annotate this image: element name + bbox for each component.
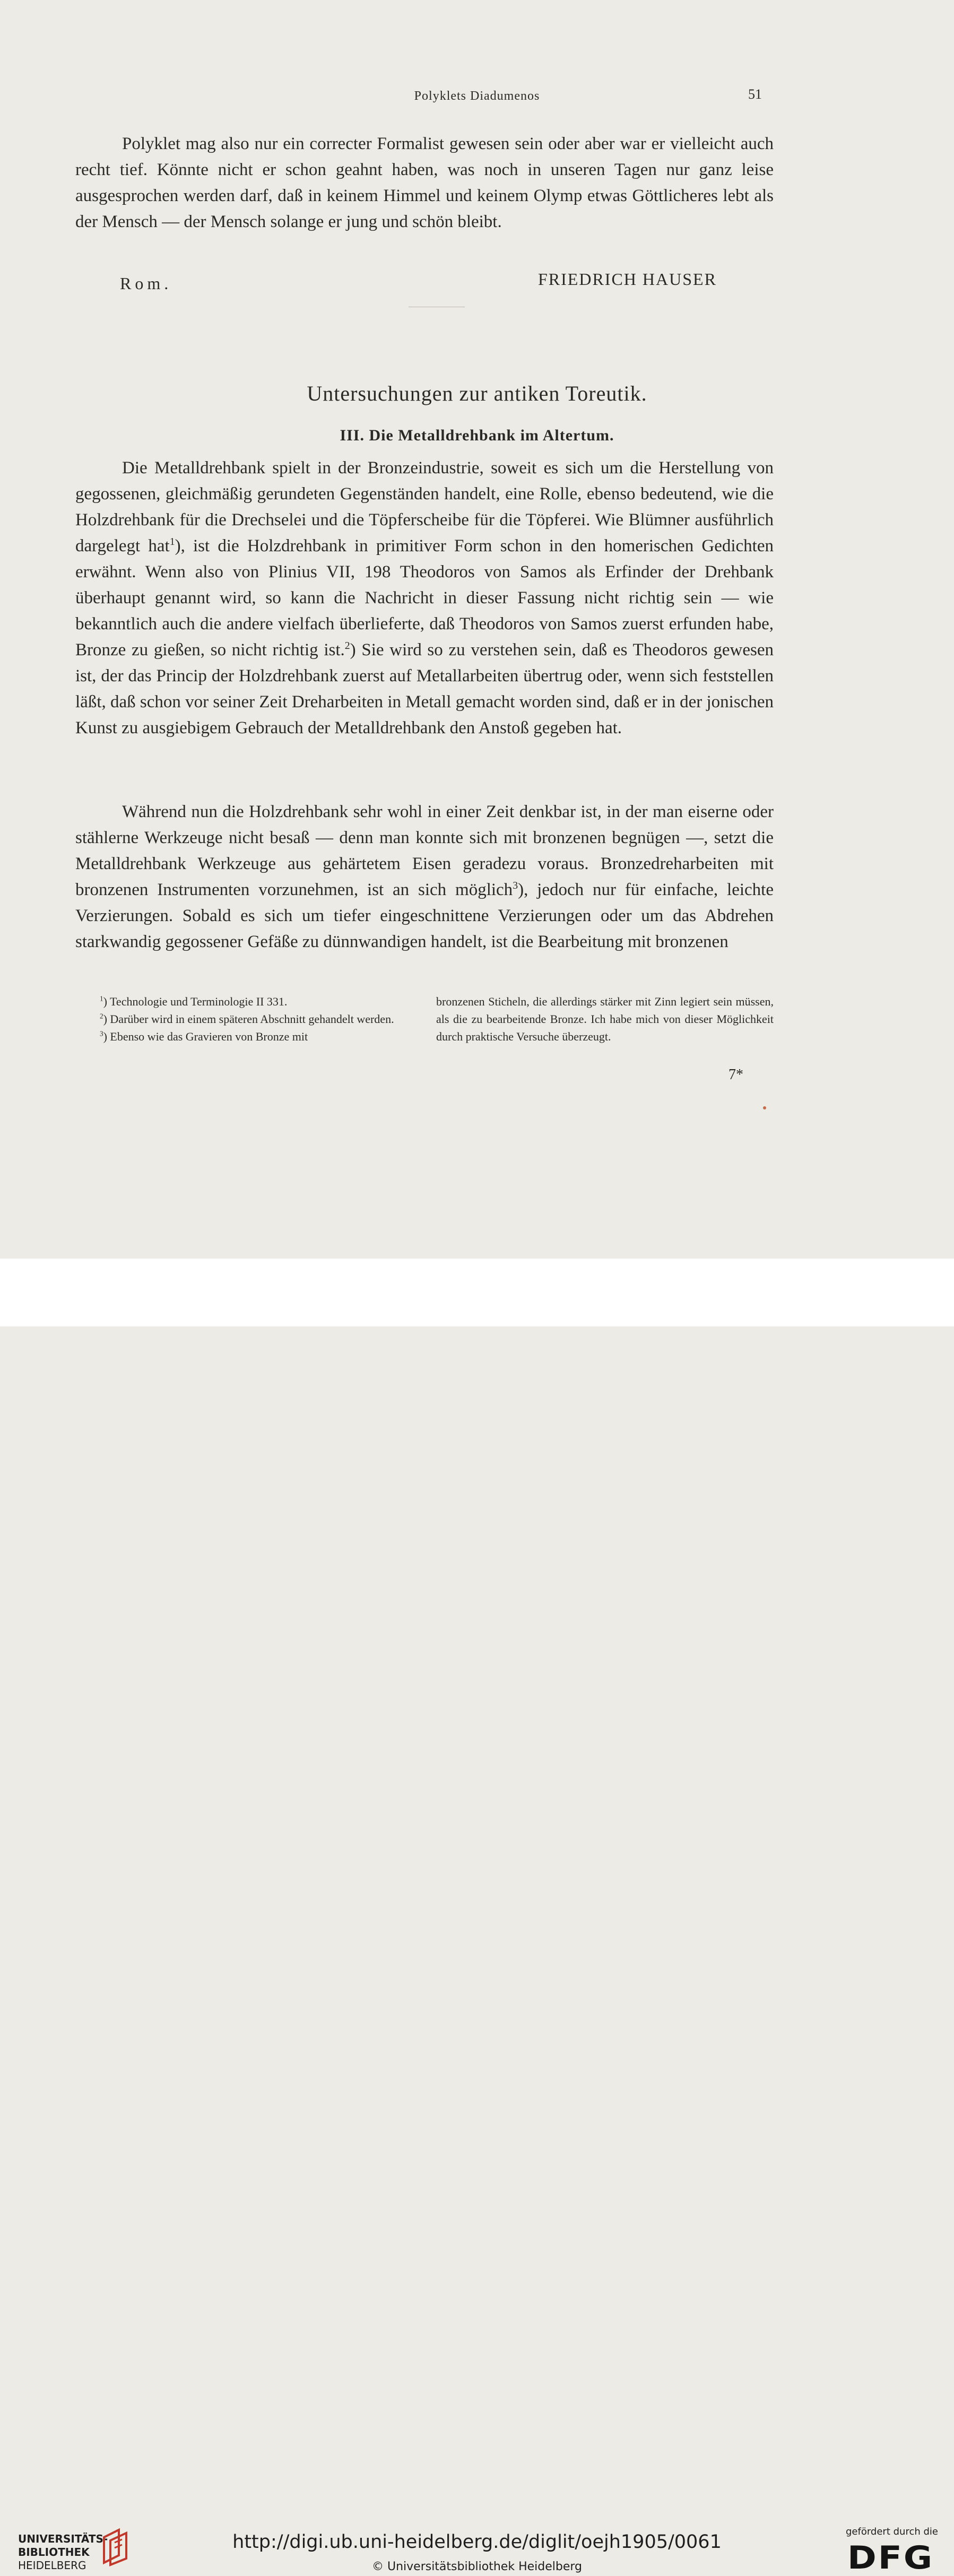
- p1-text-c: ) Sie wird so zu verstehen sein, daß es Theodoros gewesen ist, der das Princip der Holzdrehbank zuerst auf Metallarbeiten übertrug oder, wenn sich feststellen läßt, daß schon vor seiner Zeit Dreharbeiten in Metall gemacht worden sind, daß er in der jonischen Kunst zu ausgiebigem Gebrauch der Metalldrehbank den Anstoß gegeben hat.: [75, 640, 774, 738]
- body-paragraph-2: [75, 799, 774, 955]
- footnote-ref-2: 2: [344, 640, 350, 652]
- footer-bar: [0, 1259, 954, 2576]
- page-number: 51: [748, 86, 762, 102]
- permalink-url[interactable]: http://digi.ub.uni-heidelberg.de/diglit/oejh1905/0061: [232, 2531, 722, 2553]
- ink-speck: [763, 1106, 766, 1109]
- author-name: FRIEDRICH HAUSER: [538, 270, 717, 289]
- scanned-page: [0, 0, 954, 1259]
- footnote-ref-3: 3: [513, 880, 518, 891]
- closing-paragraph: Polyklet mag also nur ein correcter Formalist gewesen sein oder aber war er vielleicht auch recht tief. Könnte nicht er schon geahnt haben, was noch in unseren Tagen nur ganz leise ausgesprochen werden darf, daß in keinem Himmel und keinem Olymp etwas Göttlicheres lebt als der Mensch — der Mensch solange er jung und schön bleibt.: [75, 134, 774, 231]
- place-line: Rom.: [120, 274, 172, 293]
- p1-text-a: Die Metalldrehbank spielt in der Bronzeindustrie, soweit es sich um die Herstellung von gegossenen, gleichmäßig gerundeten Gegenständen handelt, eine Rolle, ebenso bedeutend, wie die Holzdrehbank für die Drechselei und die Töpferscheibe für die Töpferei. Wie Blümner ausführlich dargelegt hat: [75, 458, 774, 556]
- section-title: III. Die Metalldrehbank im Altertum.: [340, 427, 614, 444]
- footnotes-left: [75, 993, 415, 1045]
- footnotes-right: [436, 993, 774, 1045]
- copyright-notice: © Universitätsbibliothek Heidelberg: [371, 2560, 582, 2573]
- footnote-3-continuation: bronzenen Sticheln, die allerdings stärker mit Zinn legiert sein müssen, als die zu bearbeitende Bronze. Ich habe mich von dieser Möglichkeit durch praktische Versuche überzeugt.: [436, 995, 774, 1043]
- running-title: Polyklets Diadumenos: [414, 89, 540, 103]
- p1-text-b: ), ist die Holzdrehbank in primitiver Form schon in den homerischen Gedichten erwähnt. Wenn also von Plinius VII, 198 Theodoros von Samos als Erfinder der Drehbank überhaupt genannt wird, so kann die Nachricht in dieser Fassung nicht richtig sein — wie bekanntlich auch die andere vielfach überlieferte, daß Theodoros von Samos zuerst erfunden habe, Bronze zu gießen, so nicht richtig ist.: [75, 536, 774, 660]
- p2-text-a: Während nun die Holzdrehbank sehr wohl in einer Zeit denkbar ist, in der man eiserne oder stählerne Werkzeuge nicht besaß — denn man konnte sich mit bronzenen begnügen —, setzt die Metalldrehbank Werkzeuge aus gehärtetem Eisen geradezu voraus. Bronzedreharbeiten mit bronzenen Instrumenten vorzunehmen, ist an sich möglich: [75, 802, 774, 899]
- footnote-2: $^2$) Darüber wird in einem späteren Abschnitt gehandelt werden.: [100, 1012, 394, 1026]
- signature-mark: 7*: [728, 1066, 743, 1083]
- body-paragraph-1: [75, 455, 774, 741]
- footnote-ref-1: 1: [169, 536, 175, 548]
- funding-caption: gefördert durch die: [846, 2526, 938, 2537]
- p2-text-b: ), jedoch nur für einfache, leichte Verzierungen. Sobald es sich um tiefer eingeschnittene Verzierungen oder um das Abdrehen starkwandig gegossener Gefäße zu dünnwandigen handelt, ist die Bearbeitung mit bronzenen: [75, 880, 774, 951]
- article-title: Untersuchungen zur antiken Toreutik.: [307, 381, 647, 405]
- footnote-1: $^1$) Technologie und Terminologie II 331.: [100, 994, 288, 1008]
- library-logo-text[interactable]: UNIVERSITÄTS- BIBLIOTHEK HEIDELBERG: [18, 2532, 108, 2572]
- footnote-3: $^3$) Ebenso wie das Gravieren von Bronze mit: [100, 1029, 308, 1043]
- dfg-logo[interactable]: DFG: [847, 2539, 934, 2576]
